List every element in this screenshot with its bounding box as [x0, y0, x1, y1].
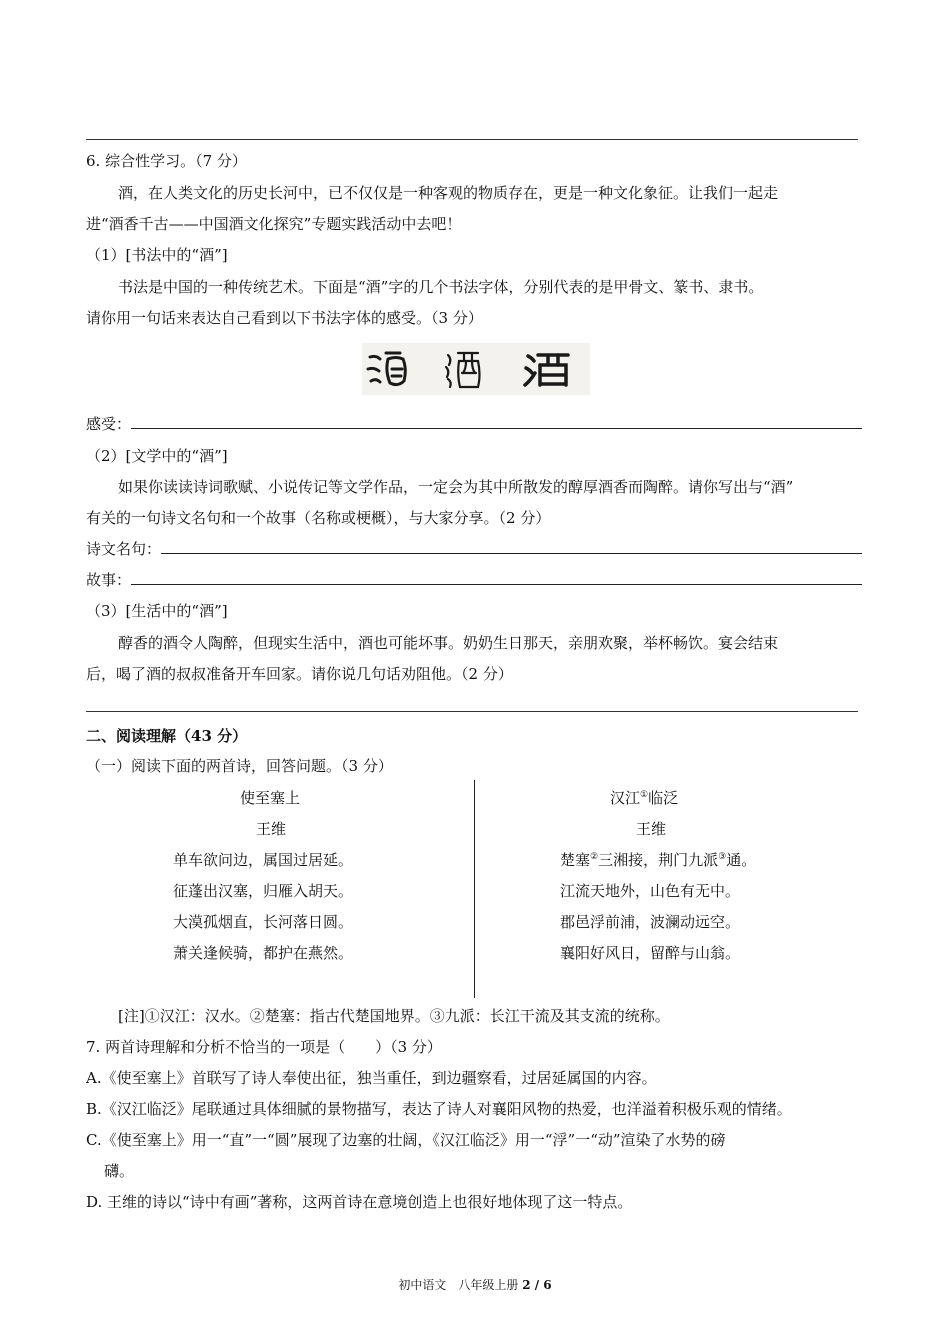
calligraphy-image [362, 343, 590, 395]
poem-left-title: 使至塞上 [240, 789, 301, 807]
q6-part2-story-blank[interactable] [131, 570, 862, 585]
q6-part2-story-label: 故事： [86, 571, 132, 589]
poem-right-line: 郡邑浮前浦，波澜动远空。 [560, 913, 741, 931]
footer-page-number: 2 / 6 [522, 1278, 552, 1292]
q6-part2-poem-row [86, 539, 862, 559]
poem-right-line1-c: 通。 [726, 851, 757, 869]
q6-part1-answer-label: 感受： [86, 415, 132, 433]
q6-part3-text-line1: 醇香的酒令人陶醉，但现实生活中，酒也可能坏事。奶奶生日那天，亲朋欢聚，举杯畅饮。宴会结束 [118, 634, 779, 652]
page-footer [0, 1277, 950, 1293]
q6-part1-text-line1: 书法是中国的一种传统艺术。下面是“酒”字的几个书法字体，分别代表的是甲骨文、篆书、隶书。 [118, 278, 764, 296]
q6-part1-text-line2: 请你用一句话来表达自己看到以下书法字体的感受。（3 分） [86, 309, 483, 327]
q7-option-a[interactable]: A.《使至塞上》首联写了诗人奉使出征，独当重任，到边疆察看，过居延属国的内容。 [86, 1069, 657, 1087]
poem-right-title-note: ① [640, 790, 649, 800]
q7-option-c[interactable]: C.《使至塞上》用一“直”一“圆”展现了边塞的壮阔，《汉江临泛》用一“浮”一“动”渲染了水势的磅 [86, 1131, 726, 1149]
top-divider [86, 139, 858, 140]
q7-option-b[interactable]: B.《汉江临泛》尾联通过具体细腻的景物描写，表达了诗人对襄阳风物的热爱，也洋溢着积极乐观的情绪。 [86, 1100, 792, 1118]
poem-divider [474, 780, 475, 998]
poem-right-line1-b: 三湘接，荆门九派 [598, 851, 719, 869]
poem-right-line1-note1: ② [590, 852, 599, 862]
q6-part3-text-line2: 后，喝了酒的叔叔准备开车回家。请你说几句话劝阻他。（2 分） [86, 665, 513, 683]
poem-left-author: 王维 [256, 820, 287, 838]
middle-divider [86, 711, 858, 712]
q6-part2-heading: （2）[文学中的“酒”] [86, 447, 228, 465]
q6-part1-answer-blank[interactable] [131, 414, 862, 429]
q7-option-d[interactable]: D. 王维的诗以“诗中有画”著称，这两首诗在意境创造上也很好地体现了这一特点。 [86, 1193, 633, 1211]
poem-right-line1-a: 楚塞 [560, 851, 591, 869]
calligraphy-glyphs [362, 343, 590, 395]
poem-right-title-a: 汉江 [610, 789, 641, 807]
q6-intro-line1: 酒，在人类文化的历史长河中，已不仅仅是一种客观的物质存在，更是一种文化象征。让我们一起走 [118, 184, 779, 202]
poem-right-author: 王维 [636, 820, 667, 838]
q6-intro-line2: 进“酒香千古——中国酒文化探究”专题实践活动中去吧！ [86, 215, 462, 233]
q6-part1-answer-row [86, 414, 862, 434]
q7-stem: 7. 两首诗理解和分析不恰当的一项是（ ）（3 分） [86, 1038, 442, 1056]
poem-left-line: 单车欲问边，属国过居延。 [173, 851, 354, 869]
poem-note: [注]①汉江：汉水。②楚塞：指古代楚国地界。③九派：长江干流及其支流的统称。 [118, 1007, 670, 1025]
q6-part2-poem-label: 诗文名句： [86, 540, 162, 558]
poem-left-line: 征蓬出汉塞，归雁入胡天。 [173, 882, 354, 900]
q7-option-c-cont: 礴。 [104, 1162, 135, 1180]
q6-part1-heading: （1）[书法中的“酒”] [86, 246, 228, 264]
q6-part2-text-line2: 有关的一句诗文名句和一个故事（名称或梗概），与大家分享。（2 分） [86, 509, 551, 527]
q6-part3-heading: （3）[生活中的“酒”] [86, 602, 228, 620]
q6-title: 6. 综合性学习。（7 分） [86, 152, 247, 170]
poem-right-line1-note2: ③ [718, 852, 727, 862]
poem-right-line: 江流天地外，山色有无中。 [560, 882, 741, 900]
poem-left-line: 大漠孤烟直，长河落日圆。 [173, 913, 354, 931]
section2-sub1: （一）阅读下面的两首诗，回答问题。（3 分） [86, 757, 393, 775]
q6-part2-poem-blank[interactable] [161, 539, 862, 554]
q6-part2-text-line1: 如果你读读诗词歌赋、小说传记等文学作品，一定会为其中所散发的醇厚酒香而陶醉。请你写出与“酒” [118, 478, 794, 496]
poem-right-title [610, 788, 678, 808]
footer-subject: 初中语文 八年级上册 [398, 1278, 523, 1292]
poem-right-title-b: 临泛 [648, 789, 679, 807]
section2-title: 二、阅读理解（43 分） [86, 727, 248, 745]
q6-part2-story-row [86, 570, 862, 590]
poem-right-line [560, 850, 756, 870]
poem-right-line: 襄阳好风日，留醉与山翁。 [560, 944, 741, 962]
poem-left-line: 萧关逢候骑，都护在燕然。 [173, 944, 354, 962]
